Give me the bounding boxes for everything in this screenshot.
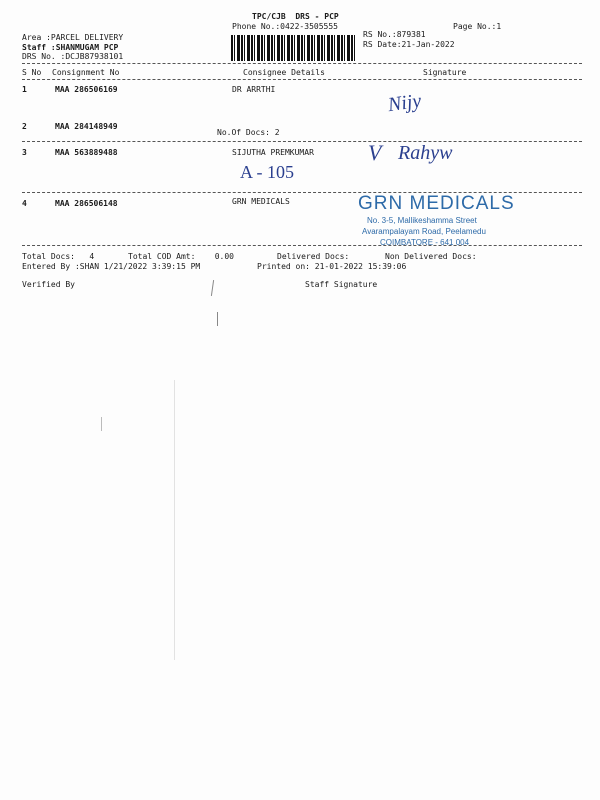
- entered-by: Entered By :SHAN 1/21/2022 3:39:15 PM: [22, 262, 201, 271]
- page-number: Page No.:1: [453, 22, 502, 31]
- col-header-signature: Signature: [423, 68, 467, 77]
- row-sno: 2: [22, 122, 27, 131]
- row-divider: [22, 141, 582, 142]
- summary-top-rule: [22, 245, 582, 246]
- row-consignment: MAA 286506169: [55, 85, 118, 94]
- non-delivered-docs: Non Delivered Docs:: [385, 252, 477, 261]
- total-cod-amount: Total COD Amt: 0.00: [128, 252, 234, 261]
- col-header-sno: S No: [22, 68, 42, 77]
- rs-number: RS No.:879381: [363, 30, 426, 39]
- area-label: Area :PARCEL DELIVERY: [22, 33, 124, 42]
- col-header-consignment: Consignment No: [52, 68, 120, 77]
- drs-number: DRS No. :DCJB87938101: [22, 52, 124, 61]
- row-consignment: MAA 286506148: [55, 199, 118, 208]
- row-consignment: MAA 563889488: [55, 148, 118, 157]
- signature-row1: Nijy: [386, 89, 423, 117]
- staff-label: Staff :SHANMUGAM PCP: [22, 43, 119, 52]
- header-top-rule: [22, 63, 582, 64]
- signature-row3: Rahyw: [398, 142, 453, 164]
- handwritten-note: A - 105: [240, 162, 294, 182]
- stamp-name: GRN MEDICALS: [358, 193, 515, 214]
- phone-number: Phone No.:0422-3505555: [232, 22, 338, 31]
- stamp-line1: No. 3-5, Mallikeshamma Street: [367, 216, 477, 225]
- delivered-docs: Delivered Docs:: [277, 252, 350, 261]
- header-bottom-rule: [22, 79, 582, 80]
- document-title: TPC/CJB DRS - PCP: [252, 12, 339, 21]
- scan-mark: [101, 417, 102, 431]
- total-docs: Total Docs: 4: [22, 252, 95, 261]
- signature-initial: V: [368, 140, 382, 165]
- pen-mark: [217, 312, 218, 326]
- barcode: [231, 35, 357, 61]
- printed-on: Printed on: 21-01-2022 15:39:06: [257, 262, 407, 271]
- row-consignee: SIJUTHA PREMKUMAR: [232, 148, 314, 157]
- row-consignee: GRN MEDICALS: [232, 197, 290, 206]
- row-consignee: DR ARRTHI: [232, 85, 276, 94]
- row-sno: 1: [22, 85, 27, 94]
- row-sno: 4: [22, 199, 27, 208]
- verified-by-label: Verified By: [22, 280, 75, 289]
- stamp-line2: Avarampalayam Road, Peelamedu: [362, 227, 486, 236]
- rs-date: RS Date:21-Jan-2022: [363, 40, 455, 49]
- staff-signature-label: Staff Signature: [305, 280, 378, 289]
- row-consignee: No.Of Docs: 2: [217, 128, 280, 137]
- stamp-line3: COIMBATORE - 641 004: [380, 238, 470, 247]
- row-consignment: MAA 284148949: [55, 122, 118, 131]
- pen-mark: [211, 280, 214, 296]
- col-header-consignee: Consignee Details: [243, 68, 325, 77]
- row-sno: 3: [22, 148, 27, 157]
- scan-mark: [174, 380, 175, 660]
